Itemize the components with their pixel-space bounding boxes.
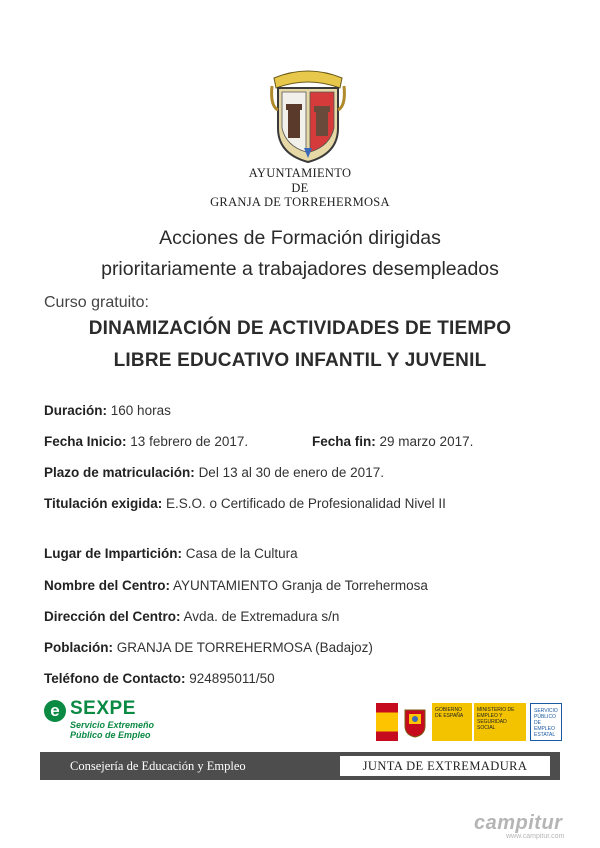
plazo-label: Plazo de matriculación: <box>44 465 195 480</box>
telefono-value: 924895011/50 <box>189 671 275 686</box>
plazo-row <box>44 465 384 480</box>
sexpe-subtitle-2: Público de Empleo <box>70 730 151 740</box>
sexpe-name: SEXPE <box>70 698 136 719</box>
titulacion-label: Titulación exigida: <box>44 496 163 511</box>
sexpe-logo <box>44 698 174 742</box>
ministerio-box: MINISTERIO DE EMPLEO Y SEGURIDAD SOCIAL <box>474 703 526 741</box>
spain-flag-icon <box>376 703 398 741</box>
centro-value: AYUNTAMIENTO Granja de Torrehermosa <box>173 578 428 593</box>
poblacion-value: GRANJA DE TORREHERMOSA (Badajoz) <box>116 640 373 655</box>
government-logos <box>376 703 562 741</box>
fecha-fin-label: Fecha fin: <box>312 434 376 449</box>
centro-row <box>44 578 428 593</box>
fecha-fin-value: 29 marzo 2017. <box>379 434 474 449</box>
poblacion-label: Población: <box>44 640 114 655</box>
headline-line-2: prioritariamente a trabajadores desempleados <box>101 258 499 280</box>
lugar-value: Casa de la Cultura <box>185 546 298 561</box>
municipality-line-1: AYUNTAMIENTO <box>248 166 352 180</box>
duracion-value: 160 horas <box>110 403 171 418</box>
duracion-row <box>44 403 171 418</box>
lugar-label: Lugar de Impartición: <box>44 546 183 561</box>
sexpe-subtitle-1: Servicio Extremeño <box>70 720 155 730</box>
course-label: Curso gratuito: <box>44 294 149 311</box>
titulacion-value: E.S.O. o Certificado de Profesionalidad Nivel II <box>166 496 446 511</box>
footer-consejeria: Consejería de Educación y Empleo <box>70 759 246 773</box>
fecha-inicio-row <box>44 434 248 449</box>
telefono-row <box>44 671 275 686</box>
titulacion-row <box>44 496 446 511</box>
coat-of-arms-logo <box>268 66 348 166</box>
footer-bar <box>40 752 560 780</box>
footer-junta: JUNTA DE EXTREMADURA <box>340 756 550 776</box>
duracion-label: Duración: <box>44 403 108 418</box>
telefono-label: Teléfono de Contacto: <box>44 671 186 686</box>
direccion-label: Dirección del Centro: <box>44 609 181 624</box>
direccion-row <box>44 609 339 624</box>
fecha-inicio-value: 13 febrero de 2017. <box>130 434 249 449</box>
municipality-line-2: DE <box>291 181 309 195</box>
poblacion-row <box>44 640 373 655</box>
headline-line-1: Acciones de Formación dirigidas <box>159 227 441 249</box>
fecha-inicio-label: Fecha Inicio: <box>44 434 127 449</box>
watermark: campitur <box>474 812 563 834</box>
sexpe-mark-icon: e <box>44 700 66 722</box>
municipality-line-3: GRANJA DE TORREHERMOSA <box>210 195 390 209</box>
course-title-line-1: DINAMIZACIÓN DE ACTIVIDADES DE TIEMPO <box>88 318 512 339</box>
gobierno-espana-box: GOBIERNO DE ESPAÑA <box>432 703 472 741</box>
direccion-value: Avda. de Extremadura s/n <box>183 609 340 624</box>
plazo-value: Del 13 al 30 de enero de 2017. <box>198 465 384 480</box>
sepe-box: SERVICIO PÚBLICO DE EMPLEO ESTATAL <box>530 703 562 741</box>
watermark-url: www.campitur.com <box>506 833 565 840</box>
fecha-fin-row <box>312 434 473 449</box>
lugar-row <box>44 546 298 561</box>
centro-label: Nombre del Centro: <box>44 578 171 593</box>
course-title-line-2: LIBRE EDUCATIVO INFANTIL Y JUVENIL <box>113 350 487 371</box>
spain-shield-icon <box>402 706 428 738</box>
